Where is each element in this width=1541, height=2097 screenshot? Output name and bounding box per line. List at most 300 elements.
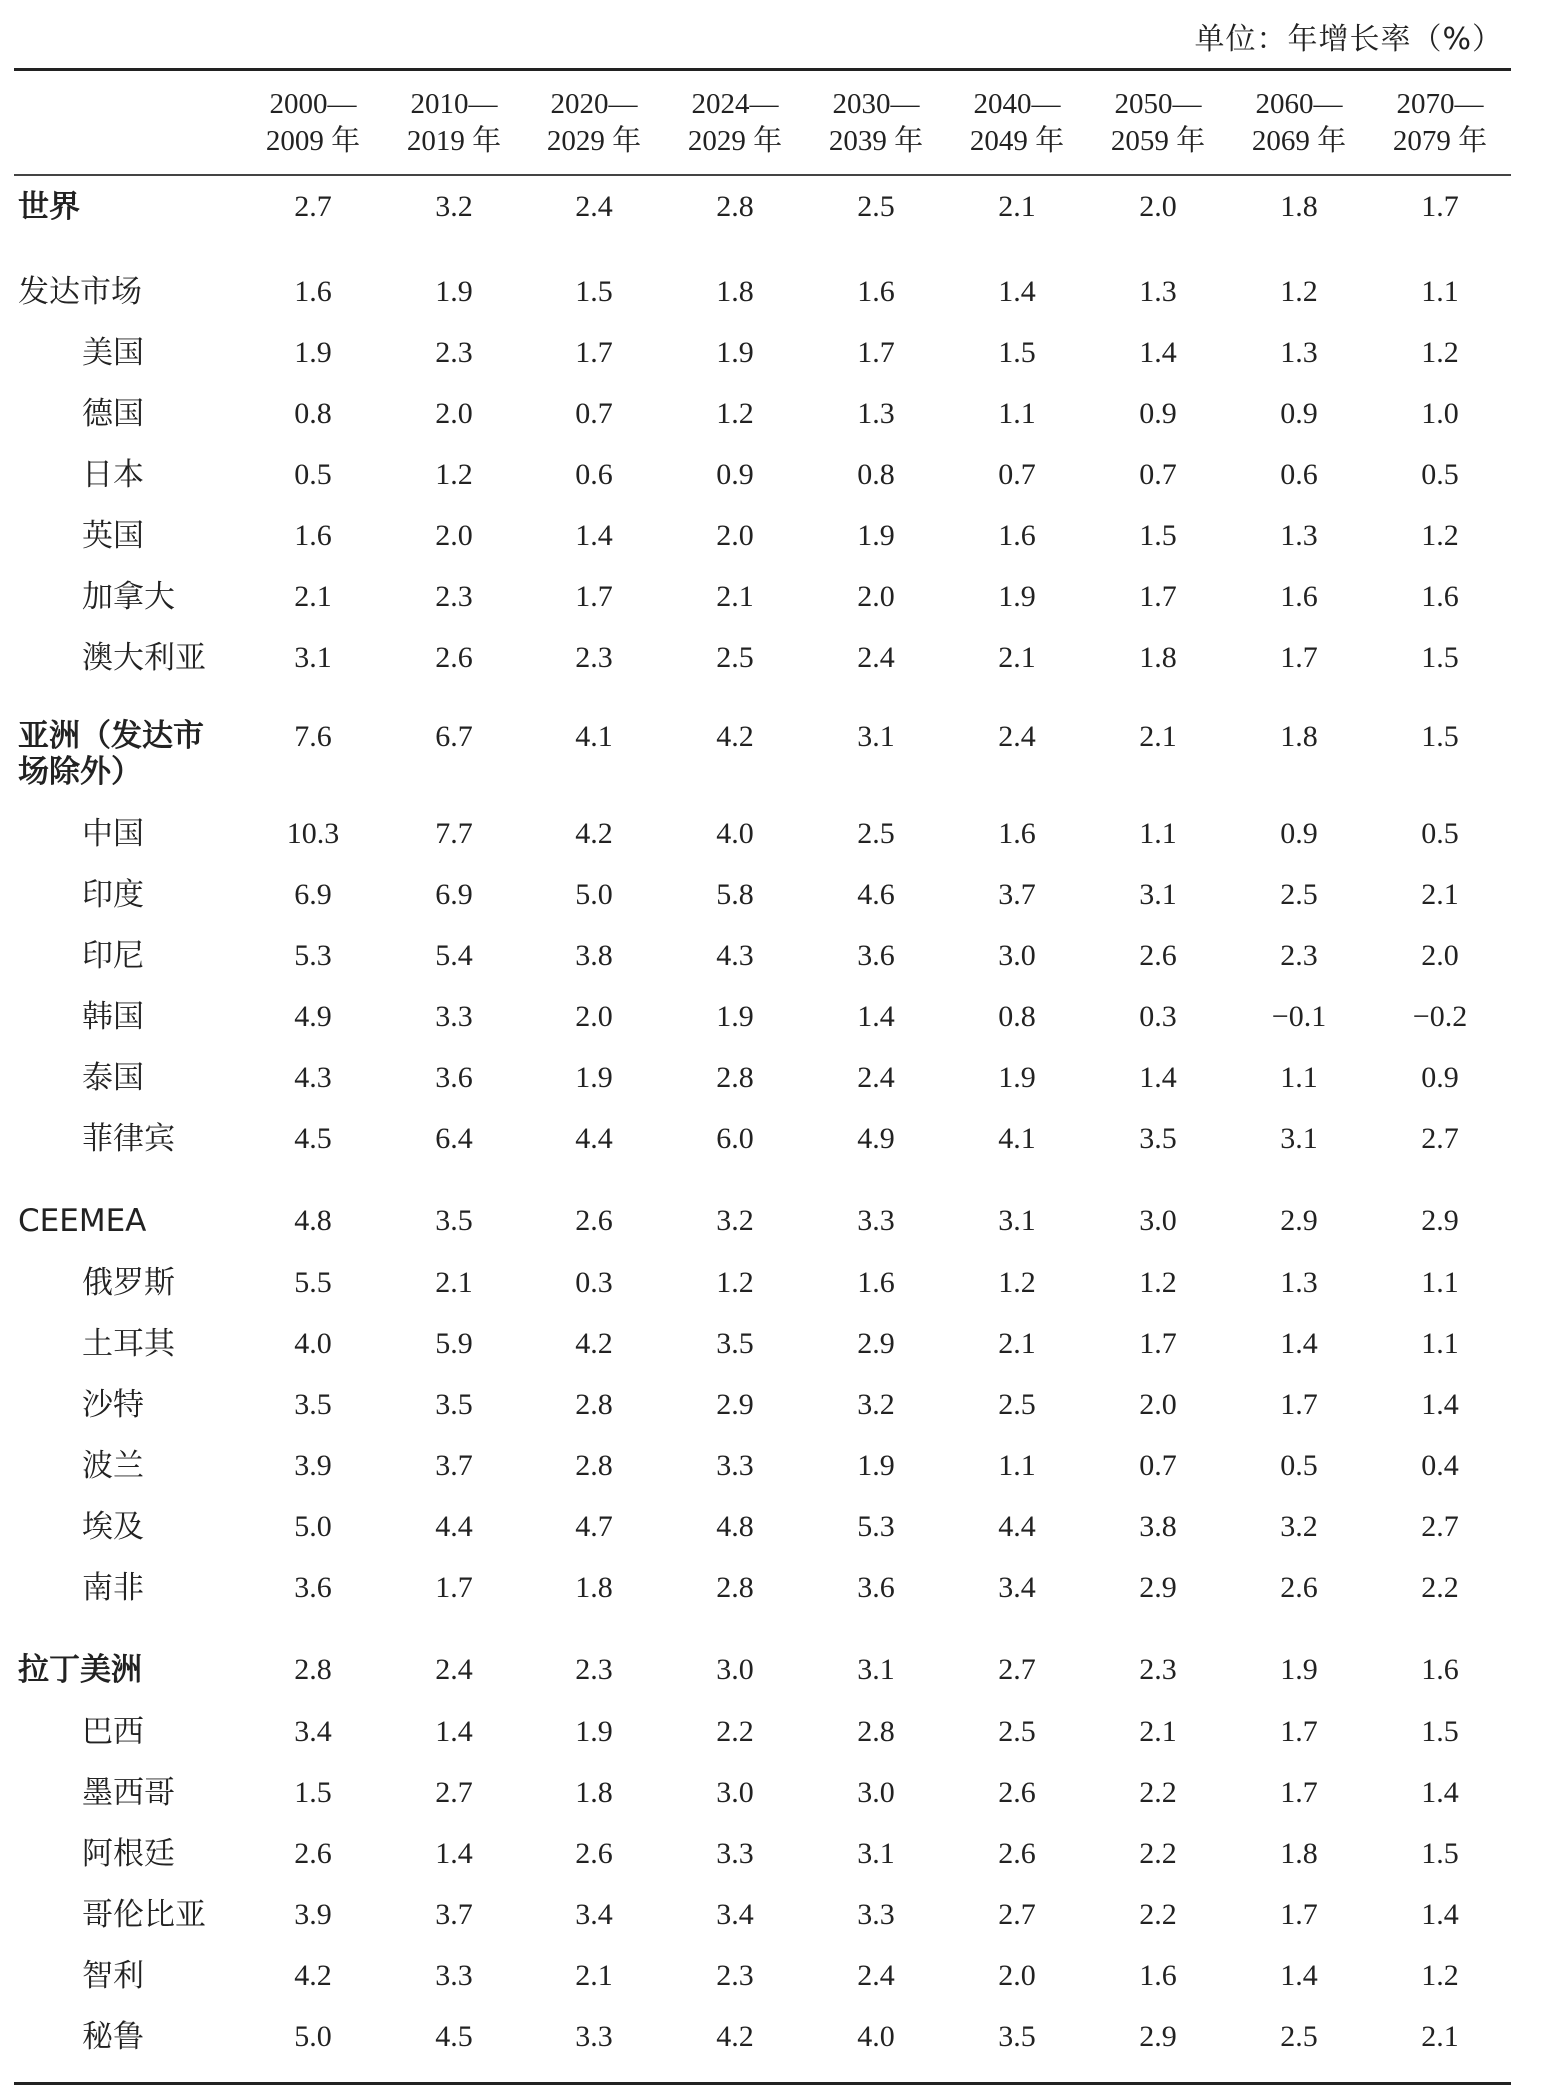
table-row (0, 1508, 1541, 1552)
table-cell: 1.9 (857, 1449, 895, 1482)
table-cell: 4.0 (294, 1327, 332, 1360)
table-row (0, 456, 1541, 500)
table-cell: 1.5 (1421, 641, 1459, 674)
table-cell: 4.9 (857, 1122, 895, 1155)
table-cell: 1.4 (435, 1715, 473, 1748)
table-cell: 0.8 (294, 397, 332, 430)
table-cell: 3.2 (1280, 1510, 1318, 1543)
row-label-country: 埃及 (82, 1509, 144, 1545)
table-cell: 6.9 (435, 878, 473, 911)
table-cell: 3.3 (716, 1449, 754, 1482)
row-label-country: 南非 (82, 1570, 144, 1606)
table-cell: 0.7 (998, 458, 1036, 491)
table-cell: 2.6 (998, 1776, 1036, 1809)
table-cell: 1.4 (1421, 1388, 1459, 1421)
table-cell: 4.9 (294, 1000, 332, 1033)
row-label-country: 俄罗斯 (82, 1265, 175, 1301)
table-cell: 1.7 (1139, 1327, 1177, 1360)
column-header (947, 86, 1087, 160)
table-cell: 1.7 (1280, 1388, 1318, 1421)
table-cell: 1.8 (1280, 1837, 1318, 1870)
table-cell: 2.9 (1139, 1571, 1177, 1604)
table-cell: 1.7 (857, 336, 895, 369)
table-row (0, 1896, 1541, 1940)
header-rule (14, 174, 1511, 176)
table-cell: 3.3 (435, 1000, 473, 1033)
table-cell: 7.6 (294, 720, 332, 753)
table-row (0, 876, 1541, 920)
table-cell: 2.0 (857, 580, 895, 613)
table-cell: 3.5 (435, 1388, 473, 1421)
table-cell: 4.6 (857, 878, 895, 911)
table-cell: 10.3 (286, 817, 340, 850)
table-cell: 0.6 (1280, 458, 1318, 491)
table-cell: 1.5 (1139, 519, 1177, 552)
table-cell: 1.6 (1280, 580, 1318, 613)
table-row (0, 1957, 1541, 2001)
table-cell: 2.9 (1280, 1204, 1318, 1237)
table-cell: 0.8 (857, 458, 895, 491)
row-label-country: 沙特 (82, 1387, 144, 1423)
table-cell: 3.3 (575, 2020, 613, 2053)
row-label-country: 德国 (82, 396, 144, 432)
table-cell: 4.2 (575, 817, 613, 850)
table-cell: 0.7 (575, 397, 613, 430)
table-cell: 6.9 (294, 878, 332, 911)
table-cell: 6.0 (716, 1122, 754, 1155)
table-cell: 2.7 (998, 1898, 1036, 1931)
table-cell: 3.9 (294, 1449, 332, 1482)
table-cell: 1.1 (1139, 817, 1177, 850)
table-cell: 1.4 (1280, 1959, 1318, 1992)
table-cell: 2.0 (1139, 1388, 1177, 1421)
row-label-country: 韩国 (82, 999, 144, 1035)
table-cell: 2.8 (294, 1653, 332, 1686)
table-cell: 2.2 (1421, 1571, 1459, 1604)
table-cell: 1.7 (575, 580, 613, 613)
table-cell: 2.4 (575, 190, 613, 223)
table-cell: 2.0 (716, 519, 754, 552)
row-label-country: 泰国 (82, 1060, 144, 1096)
table-cell: 3.8 (575, 939, 613, 972)
table-cell: 1.5 (1421, 1715, 1459, 1748)
table-cell: 0.3 (575, 1266, 613, 1299)
table-cell: 2.0 (1421, 939, 1459, 972)
table-cell: 2.6 (575, 1837, 613, 1870)
table-cell: 2.3 (435, 580, 473, 613)
table-cell: 1.2 (1421, 1959, 1459, 1992)
table-cell: 4.3 (716, 939, 754, 972)
table-cell: 1.4 (435, 1837, 473, 1870)
table-cell: 1.4 (857, 1000, 895, 1033)
table-cell: 2.4 (998, 720, 1036, 753)
table-cell: 0.3 (1139, 1000, 1177, 1033)
row-label-country: 印度 (82, 877, 144, 913)
table-cell: 1.9 (998, 1061, 1036, 1094)
table-cell: 1.9 (575, 1715, 613, 1748)
table-cell: 0.7 (1139, 458, 1177, 491)
table-cell: 0.6 (575, 458, 613, 491)
table-cell: 4.4 (998, 1510, 1036, 1543)
table-cell: 3.6 (857, 1571, 895, 1604)
table-cell: 2.5 (857, 817, 895, 850)
row-label-country: 中国 (82, 816, 144, 852)
table-cell: 2.2 (716, 1715, 754, 1748)
table-cell: 1.9 (1280, 1653, 1318, 1686)
table-cell: 2.6 (575, 1204, 613, 1237)
table-cell: 1.2 (998, 1266, 1036, 1299)
table-cell: −0.1 (1271, 1000, 1327, 1033)
table-cell: 1.9 (716, 336, 754, 369)
table-cell: 2.8 (716, 1571, 754, 1604)
table-cell: 2.8 (857, 1715, 895, 1748)
table-cell: 1.5 (1421, 720, 1459, 753)
table-row (0, 1325, 1541, 1369)
table-cell: 1.9 (575, 1061, 613, 1094)
table-cell: 0.9 (1421, 1061, 1459, 1094)
row-label-country: 菲律宾 (82, 1121, 175, 1157)
table-cell: 1.7 (1280, 1715, 1318, 1748)
table-cell: 1.1 (1421, 1327, 1459, 1360)
row-label-country: 智利 (82, 1958, 144, 1994)
table-cell: 3.1 (294, 641, 332, 674)
table-cell: 2.4 (857, 1959, 895, 1992)
table-cell: 2.9 (857, 1327, 895, 1360)
table-cell: 1.4 (1421, 1898, 1459, 1931)
table-cell: 4.2 (294, 1959, 332, 1992)
table-row (0, 188, 1541, 232)
table-cell: 1.2 (435, 458, 473, 491)
table-cell: 2.4 (435, 1653, 473, 1686)
table-cell: 3.5 (435, 1204, 473, 1237)
table-cell: 1.6 (1421, 1653, 1459, 1686)
table-cell: 2.4 (857, 1061, 895, 1094)
table-cell: 3.2 (435, 190, 473, 223)
table-cell: 2.1 (435, 1266, 473, 1299)
table-cell: 1.4 (1139, 1061, 1177, 1094)
table-cell: 2.2 (1139, 1776, 1177, 1809)
table-cell: 1.3 (857, 397, 895, 430)
table-cell: 2.1 (1421, 878, 1459, 911)
row-label-country: 秘鲁 (82, 2019, 144, 2055)
column-header-line: 2060— (1255, 88, 1343, 120)
row-label-country: 印尼 (82, 938, 144, 974)
row-label-country: 澳大利亚 (82, 640, 206, 676)
table-cell: 3.7 (998, 878, 1036, 911)
table-cell: 2.5 (857, 190, 895, 223)
table-cell: 0.5 (1421, 458, 1459, 491)
table-cell: 4.4 (435, 1510, 473, 1543)
column-header-line: 2020— (550, 88, 638, 120)
column-header-line: 2024— (691, 88, 779, 120)
table-cell: 3.8 (1139, 1510, 1177, 1543)
row-label-country: 阿根廷 (82, 1836, 175, 1872)
table-row (0, 1713, 1541, 1757)
row-label-country: 英国 (82, 518, 144, 554)
table-cell: 2.7 (1421, 1510, 1459, 1543)
column-header-line: 2040— (973, 88, 1061, 120)
table-cell: 3.3 (857, 1898, 895, 1931)
table-cell: 2.5 (1280, 2020, 1318, 2053)
table-cell: 2.7 (294, 190, 332, 223)
table-cell: 0.5 (294, 458, 332, 491)
table-cell: 1.9 (716, 1000, 754, 1033)
table-cell: 2.3 (716, 1959, 754, 1992)
table-row (0, 1264, 1541, 1308)
table-cell: 4.8 (716, 1510, 754, 1543)
table-cell: 3.6 (857, 939, 895, 972)
table-cell: 2.7 (1421, 1122, 1459, 1155)
table-cell: 1.8 (1280, 190, 1318, 223)
row-label-country: 土耳其 (82, 1326, 175, 1362)
table-cell: 2.1 (1139, 1715, 1177, 1748)
table-cell: 2.6 (435, 641, 473, 674)
table-cell: 2.5 (998, 1715, 1036, 1748)
table-cell: 0.4 (1421, 1449, 1459, 1482)
table-cell: 2.3 (1280, 939, 1318, 972)
row-label-region: 发达市场 (18, 274, 142, 310)
row-label-country: 日本 (82, 457, 144, 493)
table-cell: 2.1 (294, 580, 332, 613)
table-cell: 3.1 (857, 720, 895, 753)
table-cell: 1.9 (435, 275, 473, 308)
table-cell: 1.3 (1280, 336, 1318, 369)
table-cell: 2.9 (1421, 1204, 1459, 1237)
table-cell: 2.0 (1139, 190, 1177, 223)
table-row (0, 1386, 1541, 1430)
column-header-line: 2039 年 (828, 125, 924, 157)
table-cell: 5.8 (716, 878, 754, 911)
unit-label: 单位：年增长率（%） (1194, 22, 1503, 57)
table-cell: 2.1 (1139, 720, 1177, 753)
table-cell: 3.2 (857, 1388, 895, 1421)
table-row (0, 718, 1541, 790)
table-cell: 1.2 (1280, 275, 1318, 308)
table-cell: 4.0 (857, 2020, 895, 2053)
table-cell: 1.3 (1280, 519, 1318, 552)
table-cell: 1.5 (1421, 1837, 1459, 1870)
table-cell: 5.9 (435, 1327, 473, 1360)
table-cell: 4.2 (716, 2020, 754, 2053)
table-cell: 2.6 (1139, 939, 1177, 972)
table-cell: 1.1 (998, 1449, 1036, 1482)
column-header-line: 2029 年 (687, 125, 783, 157)
table-cell: 3.1 (1139, 878, 1177, 911)
table-cell: 2.2 (1139, 1898, 1177, 1931)
table-cell: 5.0 (294, 2020, 332, 2053)
table-cell: 4.1 (998, 1122, 1036, 1155)
row-label-country: 巴西 (82, 1714, 144, 1750)
table-cell: 2.0 (998, 1959, 1036, 1992)
column-header-line: 2079 年 (1392, 125, 1488, 157)
table-cell: 1.9 (998, 580, 1036, 613)
table-cell: 4.5 (435, 2020, 473, 2053)
row-label-region: 拉丁美洲 (18, 1652, 142, 1688)
table-cell: 1.7 (1280, 1898, 1318, 1931)
column-header (384, 86, 524, 160)
table-cell: 6.7 (435, 720, 473, 753)
table-cell: 5.0 (575, 878, 613, 911)
row-label-country: 美国 (82, 335, 144, 371)
table-cell: 6.4 (435, 1122, 473, 1155)
table-cell: 3.2 (716, 1204, 754, 1237)
table-cell: 3.7 (435, 1449, 473, 1482)
column-header-line: 2059 年 (1110, 125, 1206, 157)
table-cell: 2.8 (575, 1449, 613, 1482)
table-cell: 1.6 (857, 1266, 895, 1299)
table-cell: 3.9 (294, 1898, 332, 1931)
table-cell: 2.3 (1139, 1653, 1177, 1686)
table-cell: 1.8 (1280, 720, 1318, 753)
table-cell: 0.9 (1280, 817, 1318, 850)
table-header (0, 86, 1541, 162)
table-row (0, 998, 1541, 1042)
table-cell: 1.2 (1139, 1266, 1177, 1299)
table-cell: 3.3 (857, 1204, 895, 1237)
table-cell: 1.3 (1280, 1266, 1318, 1299)
table-cell: 1.2 (1421, 519, 1459, 552)
row-label-region: CEEMEA (18, 1203, 147, 1239)
row-label-country: 加拿大 (82, 579, 175, 615)
table-cell: 2.3 (575, 641, 613, 674)
table-row (0, 1835, 1541, 1879)
table-cell: 1.1 (998, 397, 1036, 430)
table-row (0, 1569, 1541, 1613)
table-cell: 5.3 (857, 1510, 895, 1543)
table-cell: 2.7 (435, 1776, 473, 1809)
column-header (1370, 86, 1510, 160)
column-header (1088, 86, 1228, 160)
table-cell: 3.0 (857, 1776, 895, 1809)
table-cell: 2.8 (716, 190, 754, 223)
table-cell: 3.3 (435, 1959, 473, 1992)
table-cell: 1.4 (1280, 1327, 1318, 1360)
table-row (0, 937, 1541, 981)
table-cell: 1.4 (998, 275, 1036, 308)
table-row (0, 1447, 1541, 1491)
table-cell: 0.5 (1421, 817, 1459, 850)
row-label-region: 世界 (18, 189, 80, 225)
table-cell: 1.2 (716, 1266, 754, 1299)
table-cell: 3.6 (294, 1571, 332, 1604)
table-cell: 0.9 (1280, 397, 1318, 430)
table-cell: 0.7 (1139, 1449, 1177, 1482)
table-cell: 3.5 (716, 1327, 754, 1360)
column-header-line: 2019 年 (406, 125, 502, 157)
table-row (0, 517, 1541, 561)
table-cell: 2.9 (1139, 2020, 1177, 2053)
table-cell: 3.1 (1280, 1122, 1318, 1155)
table-cell: 2.8 (716, 1061, 754, 1094)
table-cell: 2.1 (998, 190, 1036, 223)
table-row (0, 1651, 1541, 1695)
row-label-region: 亚洲（发达市场除外） (18, 718, 204, 790)
table-cell: 3.5 (998, 2020, 1036, 2053)
table-cell: 2.6 (1280, 1571, 1318, 1604)
table-cell: 2.0 (435, 519, 473, 552)
table-cell: 3.4 (575, 1898, 613, 1931)
table-cell: 4.2 (716, 720, 754, 753)
table-cell: 4.8 (294, 1204, 332, 1237)
table-cell: 1.2 (1421, 336, 1459, 369)
table-cell: 3.1 (857, 1653, 895, 1686)
table-cell: 1.4 (1139, 336, 1177, 369)
table-row (0, 639, 1541, 683)
column-header-line: 2070— (1396, 88, 1484, 120)
table-cell: 1.6 (1421, 580, 1459, 613)
table-cell: 1.9 (294, 336, 332, 369)
table-cell: 3.1 (998, 1204, 1036, 1237)
table-cell: 1.7 (435, 1571, 473, 1604)
table-bottom-rule (14, 2082, 1511, 2085)
table-cell: 3.5 (1139, 1122, 1177, 1155)
table-cell: 2.3 (575, 1653, 613, 1686)
column-header (243, 86, 383, 160)
table-cell: 1.6 (857, 275, 895, 308)
table-cell: 0.8 (998, 1000, 1036, 1033)
table-cell: 2.1 (575, 1959, 613, 1992)
column-header-line: 2050— (1114, 88, 1202, 120)
table-cell: 1.1 (1421, 275, 1459, 308)
table-cell: 5.0 (294, 1510, 332, 1543)
table-cell: 1.6 (1139, 1959, 1177, 1992)
table-cell: 2.8 (575, 1388, 613, 1421)
table-cell: 2.5 (716, 641, 754, 674)
table-cell: 2.2 (1139, 1837, 1177, 1870)
table-cell: 1.8 (575, 1571, 613, 1604)
table-cell: 2.0 (575, 1000, 613, 1033)
table-cell: 3.4 (998, 1571, 1036, 1604)
table-cell: 0.9 (1139, 397, 1177, 430)
table-row (0, 1774, 1541, 1818)
table-cell: 1.5 (294, 1776, 332, 1809)
table-cell: 1.7 (1280, 1776, 1318, 1809)
column-header-line: 2069 年 (1251, 125, 1347, 157)
table-cell: 4.1 (575, 720, 613, 753)
column-header-line: 2000— (269, 88, 357, 120)
table-cell: 2.1 (998, 1327, 1036, 1360)
table-cell: 2.3 (435, 336, 473, 369)
table-cell: 5.3 (294, 939, 332, 972)
table-cell: 3.4 (294, 1715, 332, 1748)
table-row (0, 1059, 1541, 1103)
table-cell: 3.0 (716, 1653, 754, 1686)
table-cell: 2.5 (1280, 878, 1318, 911)
table-cell: 3.0 (716, 1776, 754, 1809)
row-label-country: 哥伦比亚 (82, 1897, 206, 1933)
table-row (0, 334, 1541, 378)
table-row (0, 1202, 1541, 1246)
table-cell: 1.4 (575, 519, 613, 552)
table-cell: 3.4 (716, 1898, 754, 1931)
table-cell: 1.9 (857, 519, 895, 552)
table-cell: 1.7 (1421, 190, 1459, 223)
table-cell: 1.7 (1139, 580, 1177, 613)
table-cell: 1.6 (998, 817, 1036, 850)
table-cell: 7.7 (435, 817, 473, 850)
table-cell: 4.5 (294, 1122, 332, 1155)
column-header (806, 86, 946, 160)
table-cell: −0.2 (1412, 1000, 1468, 1033)
table-cell: 1.2 (716, 397, 754, 430)
table-cell: 1.1 (1280, 1061, 1318, 1094)
table-cell: 1.8 (716, 275, 754, 308)
row-label-country: 波兰 (82, 1448, 144, 1484)
column-header-line: 2009 年 (265, 125, 361, 157)
table-cell: 3.3 (716, 1837, 754, 1870)
column-header-line: 2030— (832, 88, 920, 120)
table-cell: 3.0 (998, 939, 1036, 972)
